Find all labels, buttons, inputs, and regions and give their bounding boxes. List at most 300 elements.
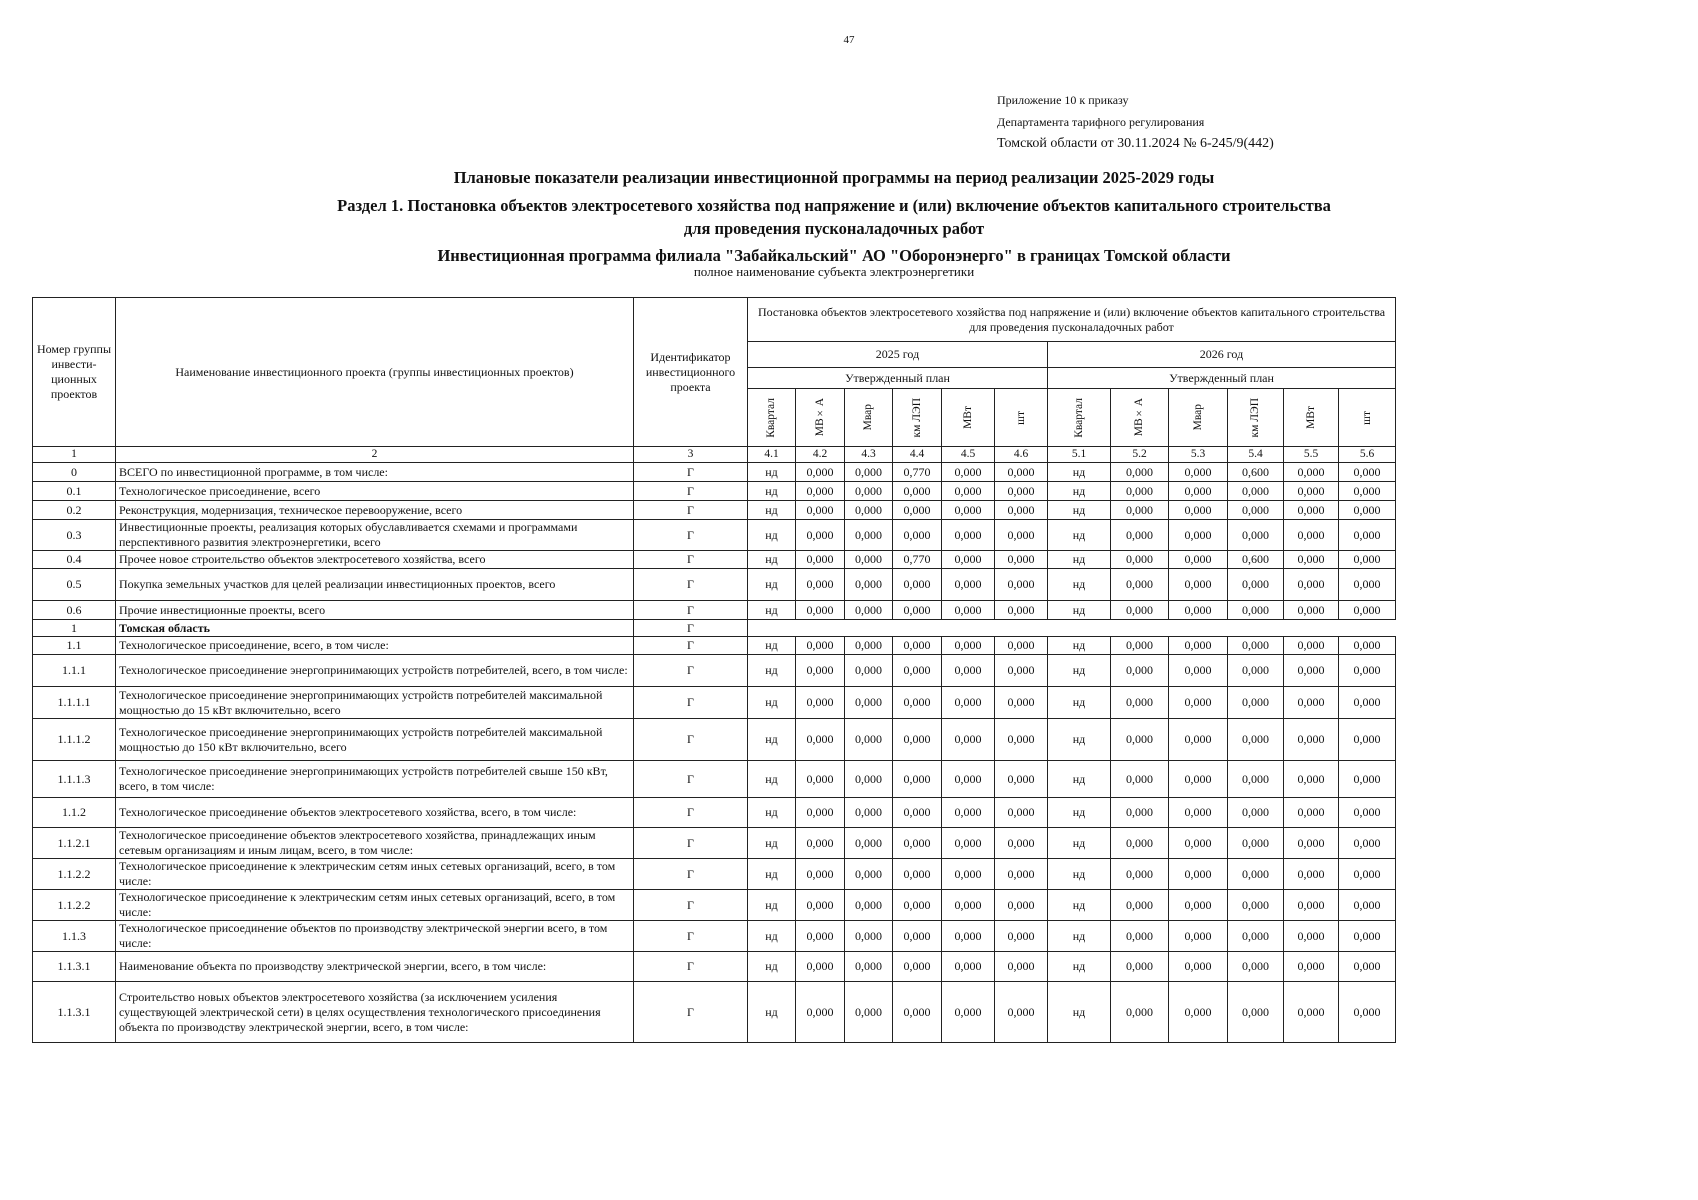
value-cell: 0,000 bbox=[1111, 859, 1169, 890]
value-cell: 0,000 bbox=[1111, 798, 1169, 828]
value-cell: 0,000 bbox=[1169, 520, 1228, 551]
table-row bbox=[33, 620, 1396, 637]
header-unit-label: МВт bbox=[961, 406, 974, 429]
value-cell: 0,000 bbox=[845, 982, 893, 1043]
value-cell: 0,000 bbox=[893, 859, 942, 890]
row-number-cell: 1.1.1.1 bbox=[33, 687, 116, 719]
value-cell: нд bbox=[1048, 828, 1111, 859]
row-name-cell: Наименование объекта по производству электрической энергии, всего, в том числе: bbox=[116, 952, 634, 982]
row-identifier-cell: Г bbox=[634, 952, 748, 982]
value-cell: нд bbox=[748, 952, 796, 982]
header-unit-5-6 bbox=[1339, 389, 1396, 447]
value-cell: 0,000 bbox=[796, 520, 845, 551]
value-cell: 0,000 bbox=[845, 569, 893, 601]
value-cell: 0,000 bbox=[1339, 463, 1396, 482]
value-cell: нд bbox=[748, 719, 796, 761]
value-cell: 0,000 bbox=[1339, 952, 1396, 982]
value-cell: нд bbox=[1048, 890, 1111, 921]
value-cell: 0,000 bbox=[1111, 637, 1169, 655]
value-cell: 0,000 bbox=[1284, 482, 1339, 501]
value-cell: 0,000 bbox=[845, 761, 893, 798]
value-cell: 0,000 bbox=[796, 482, 845, 501]
value-cell: 0,000 bbox=[1339, 569, 1396, 601]
value-cell: 0,000 bbox=[1339, 798, 1396, 828]
value-cell: 0,000 bbox=[1111, 551, 1169, 569]
column-number-cell: 5.2 bbox=[1111, 447, 1169, 463]
value-cell: 0,000 bbox=[796, 761, 845, 798]
value-cell: 0,000 bbox=[1284, 921, 1339, 952]
value-cell: 0,000 bbox=[1111, 828, 1169, 859]
value-cell: 0,000 bbox=[893, 761, 942, 798]
row-name-cell: Технологическое присоединение к электрическим сетям иных сетевых организаций, всего, в том числе: bbox=[116, 890, 634, 921]
value-cell: 0,000 bbox=[796, 569, 845, 601]
row-number-cell: 0.2 bbox=[33, 501, 116, 520]
row-name-cell: Технологическое присоединение объектов электросетевого хозяйства, всего, в том числе: bbox=[116, 798, 634, 828]
value-cell: 0,000 bbox=[1228, 982, 1284, 1043]
row-name-cell: Реконструкция, модернизация, техническое перевооружение, всего bbox=[116, 501, 634, 520]
value-cell: 0,000 bbox=[1339, 601, 1396, 620]
column-number-cell: 1 bbox=[33, 447, 116, 463]
value-cell: 0,000 bbox=[1284, 798, 1339, 828]
value-cell: 0,000 bbox=[845, 655, 893, 687]
value-cell: нд bbox=[748, 859, 796, 890]
header-project-name: Наименование инвестиционного проекта (группы инвестиционных проектов) bbox=[116, 298, 634, 447]
value-cell: 0,000 bbox=[995, 482, 1048, 501]
column-number-cell: 4.1 bbox=[748, 447, 796, 463]
value-cell: нд bbox=[1048, 761, 1111, 798]
empty-span-cell bbox=[748, 620, 1396, 637]
value-cell: 0,000 bbox=[796, 463, 845, 482]
row-identifier-cell: Г bbox=[634, 687, 748, 719]
row-identifier-cell: Г bbox=[634, 859, 748, 890]
value-cell: 0,000 bbox=[1284, 890, 1339, 921]
value-cell: 0,000 bbox=[1228, 655, 1284, 687]
header-unit-label: км ЛЭП bbox=[910, 397, 923, 438]
value-cell: 0,000 bbox=[1228, 501, 1284, 520]
row-name-cell: Технологическое присоединение энергопринимающих устройств потребителей максимальной мощностью до 150 кВт включительно, всего bbox=[116, 719, 634, 761]
value-cell: 0,000 bbox=[1111, 952, 1169, 982]
value-cell: 0,000 bbox=[893, 569, 942, 601]
value-cell: 0,000 bbox=[1228, 520, 1284, 551]
value-cell: 0,000 bbox=[1111, 687, 1169, 719]
value-cell: 0,000 bbox=[796, 890, 845, 921]
value-cell: 0,000 bbox=[1284, 859, 1339, 890]
value-cell: 0,000 bbox=[1111, 890, 1169, 921]
value-cell: 0,000 bbox=[1111, 761, 1169, 798]
header-identifier: Идентификатор инвестиционного проекта bbox=[634, 298, 748, 447]
value-cell: нд bbox=[748, 569, 796, 601]
value-cell: 0,000 bbox=[893, 719, 942, 761]
column-number-cell: 3 bbox=[634, 447, 748, 463]
value-cell: 0,000 bbox=[1169, 569, 1228, 601]
value-cell: 0,000 bbox=[942, 520, 995, 551]
value-cell: 0,000 bbox=[995, 921, 1048, 952]
value-cell: 0,000 bbox=[995, 551, 1048, 569]
value-cell: 0,000 bbox=[1111, 982, 1169, 1043]
value-cell: 0,000 bbox=[1228, 952, 1284, 982]
value-cell: 0,000 bbox=[995, 501, 1048, 520]
value-cell: 0,000 bbox=[942, 798, 995, 828]
value-cell: нд bbox=[748, 798, 796, 828]
value-cell: 0,000 bbox=[845, 921, 893, 952]
header-unit-label: МВ×А bbox=[813, 398, 826, 437]
value-cell: 0,000 bbox=[796, 952, 845, 982]
value-cell: 0,000 bbox=[942, 687, 995, 719]
header-super: Постановка объектов электросетевого хозяйства под напряжение и (или) включение объектов капитального строительства для проведения пусконаладочных работ bbox=[748, 298, 1396, 342]
row-name-cell: Покупка земельных участков для целей реализации инвестиционных проектов, всего bbox=[116, 569, 634, 601]
value-cell: нд bbox=[1048, 637, 1111, 655]
table-row bbox=[33, 828, 1396, 859]
row-name-cell: Прочее новое строительство объектов электросетевого хозяйства, всего bbox=[116, 551, 634, 569]
value-cell: 0,000 bbox=[995, 601, 1048, 620]
value-cell: 0,000 bbox=[1284, 501, 1339, 520]
value-cell: 0,000 bbox=[893, 655, 942, 687]
row-number-cell: 0.4 bbox=[33, 551, 116, 569]
appendix-block bbox=[997, 89, 1274, 155]
value-cell: 0,000 bbox=[1169, 637, 1228, 655]
value-cell: 0,000 bbox=[942, 952, 995, 982]
value-cell: 0,000 bbox=[1169, 551, 1228, 569]
row-identifier-cell: Г bbox=[634, 620, 748, 637]
value-cell: 0,000 bbox=[845, 719, 893, 761]
row-number-cell: 1.1.2.2 bbox=[33, 859, 116, 890]
value-cell: 0,000 bbox=[796, 719, 845, 761]
value-cell: 0,000 bbox=[942, 501, 995, 520]
header-unit-label: Квартал bbox=[1072, 397, 1085, 438]
value-cell: 0,000 bbox=[995, 463, 1048, 482]
row-number-cell: 0.3 bbox=[33, 520, 116, 551]
value-cell: 0,000 bbox=[845, 637, 893, 655]
value-cell: 0,000 bbox=[1169, 890, 1228, 921]
section-title-line-2: для проведения пусконаладочных работ bbox=[683, 219, 985, 238]
value-cell: 0,000 bbox=[995, 761, 1048, 798]
row-identifier-cell: Г bbox=[634, 982, 748, 1043]
value-cell: 0,000 bbox=[1284, 520, 1339, 551]
value-cell: нд bbox=[748, 890, 796, 921]
value-cell: нд bbox=[748, 655, 796, 687]
row-identifier-cell: Г bbox=[634, 501, 748, 520]
value-cell: 0,000 bbox=[1169, 921, 1228, 952]
value-cell: 0,000 bbox=[1339, 828, 1396, 859]
value-cell: 0,000 bbox=[845, 687, 893, 719]
value-cell: 0,000 bbox=[1111, 501, 1169, 520]
value-cell: 0,000 bbox=[1228, 637, 1284, 655]
row-number-cell: 1.1.1 bbox=[33, 655, 116, 687]
header-unit-label: МВт bbox=[1304, 406, 1317, 429]
value-cell: 0,000 bbox=[942, 982, 995, 1043]
row-number-cell: 1.1.2.2 bbox=[33, 890, 116, 921]
value-cell: нд bbox=[1048, 520, 1111, 551]
header-plan-2026: Утвержденный план bbox=[1048, 368, 1396, 389]
row-name-cell: Технологическое присоединение энергопринимающих устройств потребителей свыше 150 кВт, всего, в том числе: bbox=[116, 761, 634, 798]
value-cell: 0,000 bbox=[845, 501, 893, 520]
value-cell: 0,000 bbox=[796, 828, 845, 859]
value-cell: 0,000 bbox=[893, 520, 942, 551]
value-cell: 0,000 bbox=[1228, 601, 1284, 620]
row-number-cell: 1 bbox=[33, 620, 116, 637]
row-number-cell: 1.1.3.1 bbox=[33, 982, 116, 1043]
value-cell: нд bbox=[1048, 982, 1111, 1043]
value-cell: 0,000 bbox=[893, 952, 942, 982]
value-cell: 0,000 bbox=[995, 828, 1048, 859]
value-cell: 0,000 bbox=[1339, 687, 1396, 719]
value-cell: 0,000 bbox=[1339, 719, 1396, 761]
value-cell: 0,000 bbox=[1339, 482, 1396, 501]
value-cell: 0,000 bbox=[1111, 569, 1169, 601]
value-cell: 0,000 bbox=[796, 859, 845, 890]
value-cell: 0,000 bbox=[995, 890, 1048, 921]
value-cell: 0,000 bbox=[995, 859, 1048, 890]
value-cell: 0,000 bbox=[893, 798, 942, 828]
row-number-cell: 1.1.1.2 bbox=[33, 719, 116, 761]
value-cell: 0,000 bbox=[1284, 828, 1339, 859]
value-cell: 0,000 bbox=[1228, 890, 1284, 921]
header-unit-5-4 bbox=[1228, 389, 1284, 447]
table-row bbox=[33, 637, 1396, 655]
value-cell: 0,000 bbox=[995, 952, 1048, 982]
row-identifier-cell: Г bbox=[634, 655, 748, 687]
value-cell: 0,000 bbox=[942, 569, 995, 601]
value-cell: 0,000 bbox=[1228, 798, 1284, 828]
table-row bbox=[33, 761, 1396, 798]
row-number-cell: 0.6 bbox=[33, 601, 116, 620]
table-row bbox=[33, 952, 1396, 982]
column-number-cell: 5.5 bbox=[1284, 447, 1339, 463]
value-cell: 0,000 bbox=[1339, 501, 1396, 520]
value-cell: 0,000 bbox=[1111, 520, 1169, 551]
header-plan-2025: Утвержденный план bbox=[748, 368, 1048, 389]
table-row bbox=[33, 798, 1396, 828]
value-cell: 0,000 bbox=[1339, 890, 1396, 921]
row-identifier-cell: Г bbox=[634, 921, 748, 952]
value-cell: нд bbox=[748, 463, 796, 482]
row-identifier-cell: Г bbox=[634, 601, 748, 620]
row-name-cell: Строительство новых объектов электросетевого хозяйства (за исключением усиления существующей электрической сети) в целях осуществления технологического присоединения объекта по производству электрической энергии, всего, в том числе: bbox=[116, 982, 634, 1043]
table-row bbox=[33, 921, 1396, 952]
value-cell: нд bbox=[748, 921, 796, 952]
value-cell: 0,000 bbox=[1284, 952, 1339, 982]
value-cell: нд bbox=[1048, 798, 1111, 828]
row-number-cell: 1.1.3.1 bbox=[33, 952, 116, 982]
table-row bbox=[33, 501, 1396, 520]
row-identifier-cell: Г bbox=[634, 482, 748, 501]
table-row bbox=[33, 982, 1396, 1043]
header-unit-4-3 bbox=[845, 389, 893, 447]
value-cell: 0,000 bbox=[1339, 655, 1396, 687]
value-cell: 0,000 bbox=[1228, 828, 1284, 859]
value-cell: нд bbox=[748, 828, 796, 859]
value-cell: 0,000 bbox=[796, 601, 845, 620]
program-title: Инвестиционная программа филиала "Забайкальский" АО "Оборонэнерго" в границах Томской области bbox=[437, 246, 1231, 265]
value-cell: нд bbox=[748, 982, 796, 1043]
value-cell: 0,000 bbox=[942, 637, 995, 655]
value-cell: 0,000 bbox=[1169, 761, 1228, 798]
table-row bbox=[33, 890, 1396, 921]
value-cell: 0,000 bbox=[845, 859, 893, 890]
header-unit-5-5 bbox=[1284, 389, 1339, 447]
value-cell: 0,000 bbox=[1169, 982, 1228, 1043]
value-cell: нд bbox=[748, 482, 796, 501]
row-number-cell: 1.1 bbox=[33, 637, 116, 655]
value-cell: 0,000 bbox=[942, 921, 995, 952]
value-cell: 0,000 bbox=[1339, 859, 1396, 890]
value-cell: 0,000 bbox=[1169, 501, 1228, 520]
value-cell: нд bbox=[1048, 601, 1111, 620]
value-cell: 0,000 bbox=[942, 482, 995, 501]
row-number-cell: 0.5 bbox=[33, 569, 116, 601]
value-cell: нд bbox=[748, 761, 796, 798]
value-cell: 0,000 bbox=[1339, 637, 1396, 655]
value-cell: 0,000 bbox=[893, 687, 942, 719]
section-title-line-1: Раздел 1. Постановка объектов электросетевого хозяйства под напряжение и (или) включение объектов капитального строительства bbox=[337, 196, 1331, 215]
value-cell: 0,000 bbox=[1284, 637, 1339, 655]
value-cell: 0,000 bbox=[1284, 569, 1339, 601]
value-cell: 0,000 bbox=[1284, 719, 1339, 761]
value-cell: 0,000 bbox=[893, 921, 942, 952]
row-name-cell: Технологическое присоединение, всего bbox=[116, 482, 634, 501]
value-cell: нд bbox=[1048, 921, 1111, 952]
value-cell: 0,000 bbox=[1169, 719, 1228, 761]
row-number-cell: 0.1 bbox=[33, 482, 116, 501]
value-cell: 0,000 bbox=[1228, 719, 1284, 761]
value-cell: нд bbox=[748, 637, 796, 655]
value-cell: 0,000 bbox=[796, 982, 845, 1043]
header-year-2026: 2026 год bbox=[1048, 342, 1396, 368]
value-cell: 0,000 bbox=[1169, 687, 1228, 719]
row-number-cell: 0 bbox=[33, 463, 116, 482]
value-cell: 0,000 bbox=[1169, 828, 1228, 859]
row-identifier-cell: Г bbox=[634, 637, 748, 655]
header-unit-5-3 bbox=[1169, 389, 1228, 447]
value-cell: 0,000 bbox=[1169, 463, 1228, 482]
value-cell: 0,000 bbox=[1284, 761, 1339, 798]
value-cell: 0,000 bbox=[1111, 482, 1169, 501]
value-cell: 0,000 bbox=[1339, 982, 1396, 1043]
row-identifier-cell: Г bbox=[634, 798, 748, 828]
header-unit-4-6 bbox=[995, 389, 1048, 447]
row-identifier-cell: Г bbox=[634, 890, 748, 921]
header-unit-label: Мвар bbox=[1191, 404, 1204, 431]
table-row bbox=[33, 859, 1396, 890]
value-cell: 0,000 bbox=[995, 637, 1048, 655]
value-cell: 0,000 bbox=[995, 719, 1048, 761]
table-row bbox=[33, 520, 1396, 551]
row-name-cell: Технологическое присоединение энергопринимающих устройств потребителей, всего, в том числе: bbox=[116, 655, 634, 687]
header-unit-label: шт bbox=[1014, 410, 1027, 425]
value-cell: 0,000 bbox=[1111, 921, 1169, 952]
header-unit-4-2 bbox=[796, 389, 845, 447]
value-cell: 0,000 bbox=[942, 761, 995, 798]
value-cell: 0,000 bbox=[1111, 601, 1169, 620]
header-unit-label: км ЛЭП bbox=[1249, 397, 1261, 438]
row-name-cell: Инвестиционные проекты, реализация которых обуславливается схемами и программами перспективного развития электроэнергетики, всего bbox=[116, 520, 634, 551]
value-cell: 0,000 bbox=[1228, 569, 1284, 601]
value-cell: 0,000 bbox=[1228, 761, 1284, 798]
value-cell: 0,000 bbox=[845, 601, 893, 620]
header-unit-4-4 bbox=[893, 389, 942, 447]
value-cell: 0,000 bbox=[1339, 551, 1396, 569]
value-cell: 0,000 bbox=[796, 551, 845, 569]
column-number-cell: 4.2 bbox=[796, 447, 845, 463]
value-cell: нд bbox=[1048, 952, 1111, 982]
value-cell: 0,000 bbox=[845, 828, 893, 859]
header-unit-label: Мвар bbox=[862, 404, 874, 431]
value-cell: 0,000 bbox=[1284, 655, 1339, 687]
value-cell: 0,000 bbox=[893, 890, 942, 921]
value-cell: 0,000 bbox=[942, 719, 995, 761]
value-cell: 0,000 bbox=[995, 569, 1048, 601]
row-number-cell: 1.1.2.1 bbox=[33, 828, 116, 859]
value-cell: 0,000 bbox=[796, 655, 845, 687]
row-identifier-cell: Г bbox=[634, 828, 748, 859]
column-number-cell: 2 bbox=[116, 447, 634, 463]
value-cell: 0,000 bbox=[942, 828, 995, 859]
table-row bbox=[33, 569, 1396, 601]
value-cell: 0,600 bbox=[1228, 551, 1284, 569]
value-cell: нд bbox=[748, 520, 796, 551]
value-cell: 0,000 bbox=[1169, 859, 1228, 890]
value-cell: 0,000 bbox=[796, 798, 845, 828]
header-unit-5-1 bbox=[1048, 389, 1111, 447]
value-cell: 0,000 bbox=[893, 601, 942, 620]
document-title: Плановые показатели реализации инвестиционной программы на период реализации 2025-2029 годы bbox=[453, 168, 1215, 187]
header-unit-5-2 bbox=[1111, 389, 1169, 447]
row-number-cell: 1.1.3 bbox=[33, 921, 116, 952]
value-cell: нд bbox=[1048, 859, 1111, 890]
row-name-cell: Прочие инвестиционные проекты, всего bbox=[116, 601, 634, 620]
value-cell: 0,000 bbox=[942, 551, 995, 569]
value-cell: 0,000 bbox=[845, 551, 893, 569]
row-identifier-cell: Г bbox=[634, 719, 748, 761]
row-identifier-cell: Г bbox=[634, 569, 748, 601]
row-number-cell: 1.1.1.3 bbox=[33, 761, 116, 798]
value-cell: 0,000 bbox=[942, 890, 995, 921]
value-cell: нд bbox=[1048, 482, 1111, 501]
value-cell: 0,000 bbox=[995, 982, 1048, 1043]
value-cell: 0,000 bbox=[1284, 463, 1339, 482]
value-cell: 0,000 bbox=[1228, 687, 1284, 719]
value-cell: 0,000 bbox=[1228, 482, 1284, 501]
value-cell: 0,000 bbox=[796, 501, 845, 520]
value-cell: 0,000 bbox=[893, 828, 942, 859]
value-cell: 0,600 bbox=[1228, 463, 1284, 482]
column-number-cell: 5.6 bbox=[1339, 447, 1396, 463]
value-cell: 0,000 bbox=[1284, 687, 1339, 719]
table-row bbox=[33, 601, 1396, 620]
value-cell: 0,000 bbox=[1228, 921, 1284, 952]
value-cell: 0,000 bbox=[893, 501, 942, 520]
row-name-cell: Технологическое присоединение энергопринимающих устройств потребителей максимальной мощностью до 15 кВт включительно, всего bbox=[116, 687, 634, 719]
row-identifier-cell: Г bbox=[634, 520, 748, 551]
row-name-cell: Томская область bbox=[116, 620, 634, 637]
header-unit-4-1 bbox=[748, 389, 796, 447]
value-cell: нд bbox=[1048, 655, 1111, 687]
value-cell: 0,000 bbox=[845, 798, 893, 828]
value-cell: 0,770 bbox=[893, 551, 942, 569]
value-cell: 0,000 bbox=[1284, 982, 1339, 1043]
value-cell: 0,000 bbox=[1169, 952, 1228, 982]
value-cell: 0,000 bbox=[942, 655, 995, 687]
value-cell: 0,000 bbox=[1339, 921, 1396, 952]
value-cell: 0,000 bbox=[1339, 520, 1396, 551]
value-cell: 0,000 bbox=[1284, 551, 1339, 569]
value-cell: нд bbox=[1048, 501, 1111, 520]
value-cell: нд bbox=[748, 551, 796, 569]
row-name-cell: Технологическое присоединение объектов по производству электрической энергии всего, в том числе: bbox=[116, 921, 634, 952]
value-cell: 0,000 bbox=[1169, 655, 1228, 687]
appendix-line-3: Томской области от 30.11.2024 № 6-245/9(442) bbox=[997, 136, 1274, 151]
column-number-cell: 4.4 bbox=[893, 447, 942, 463]
